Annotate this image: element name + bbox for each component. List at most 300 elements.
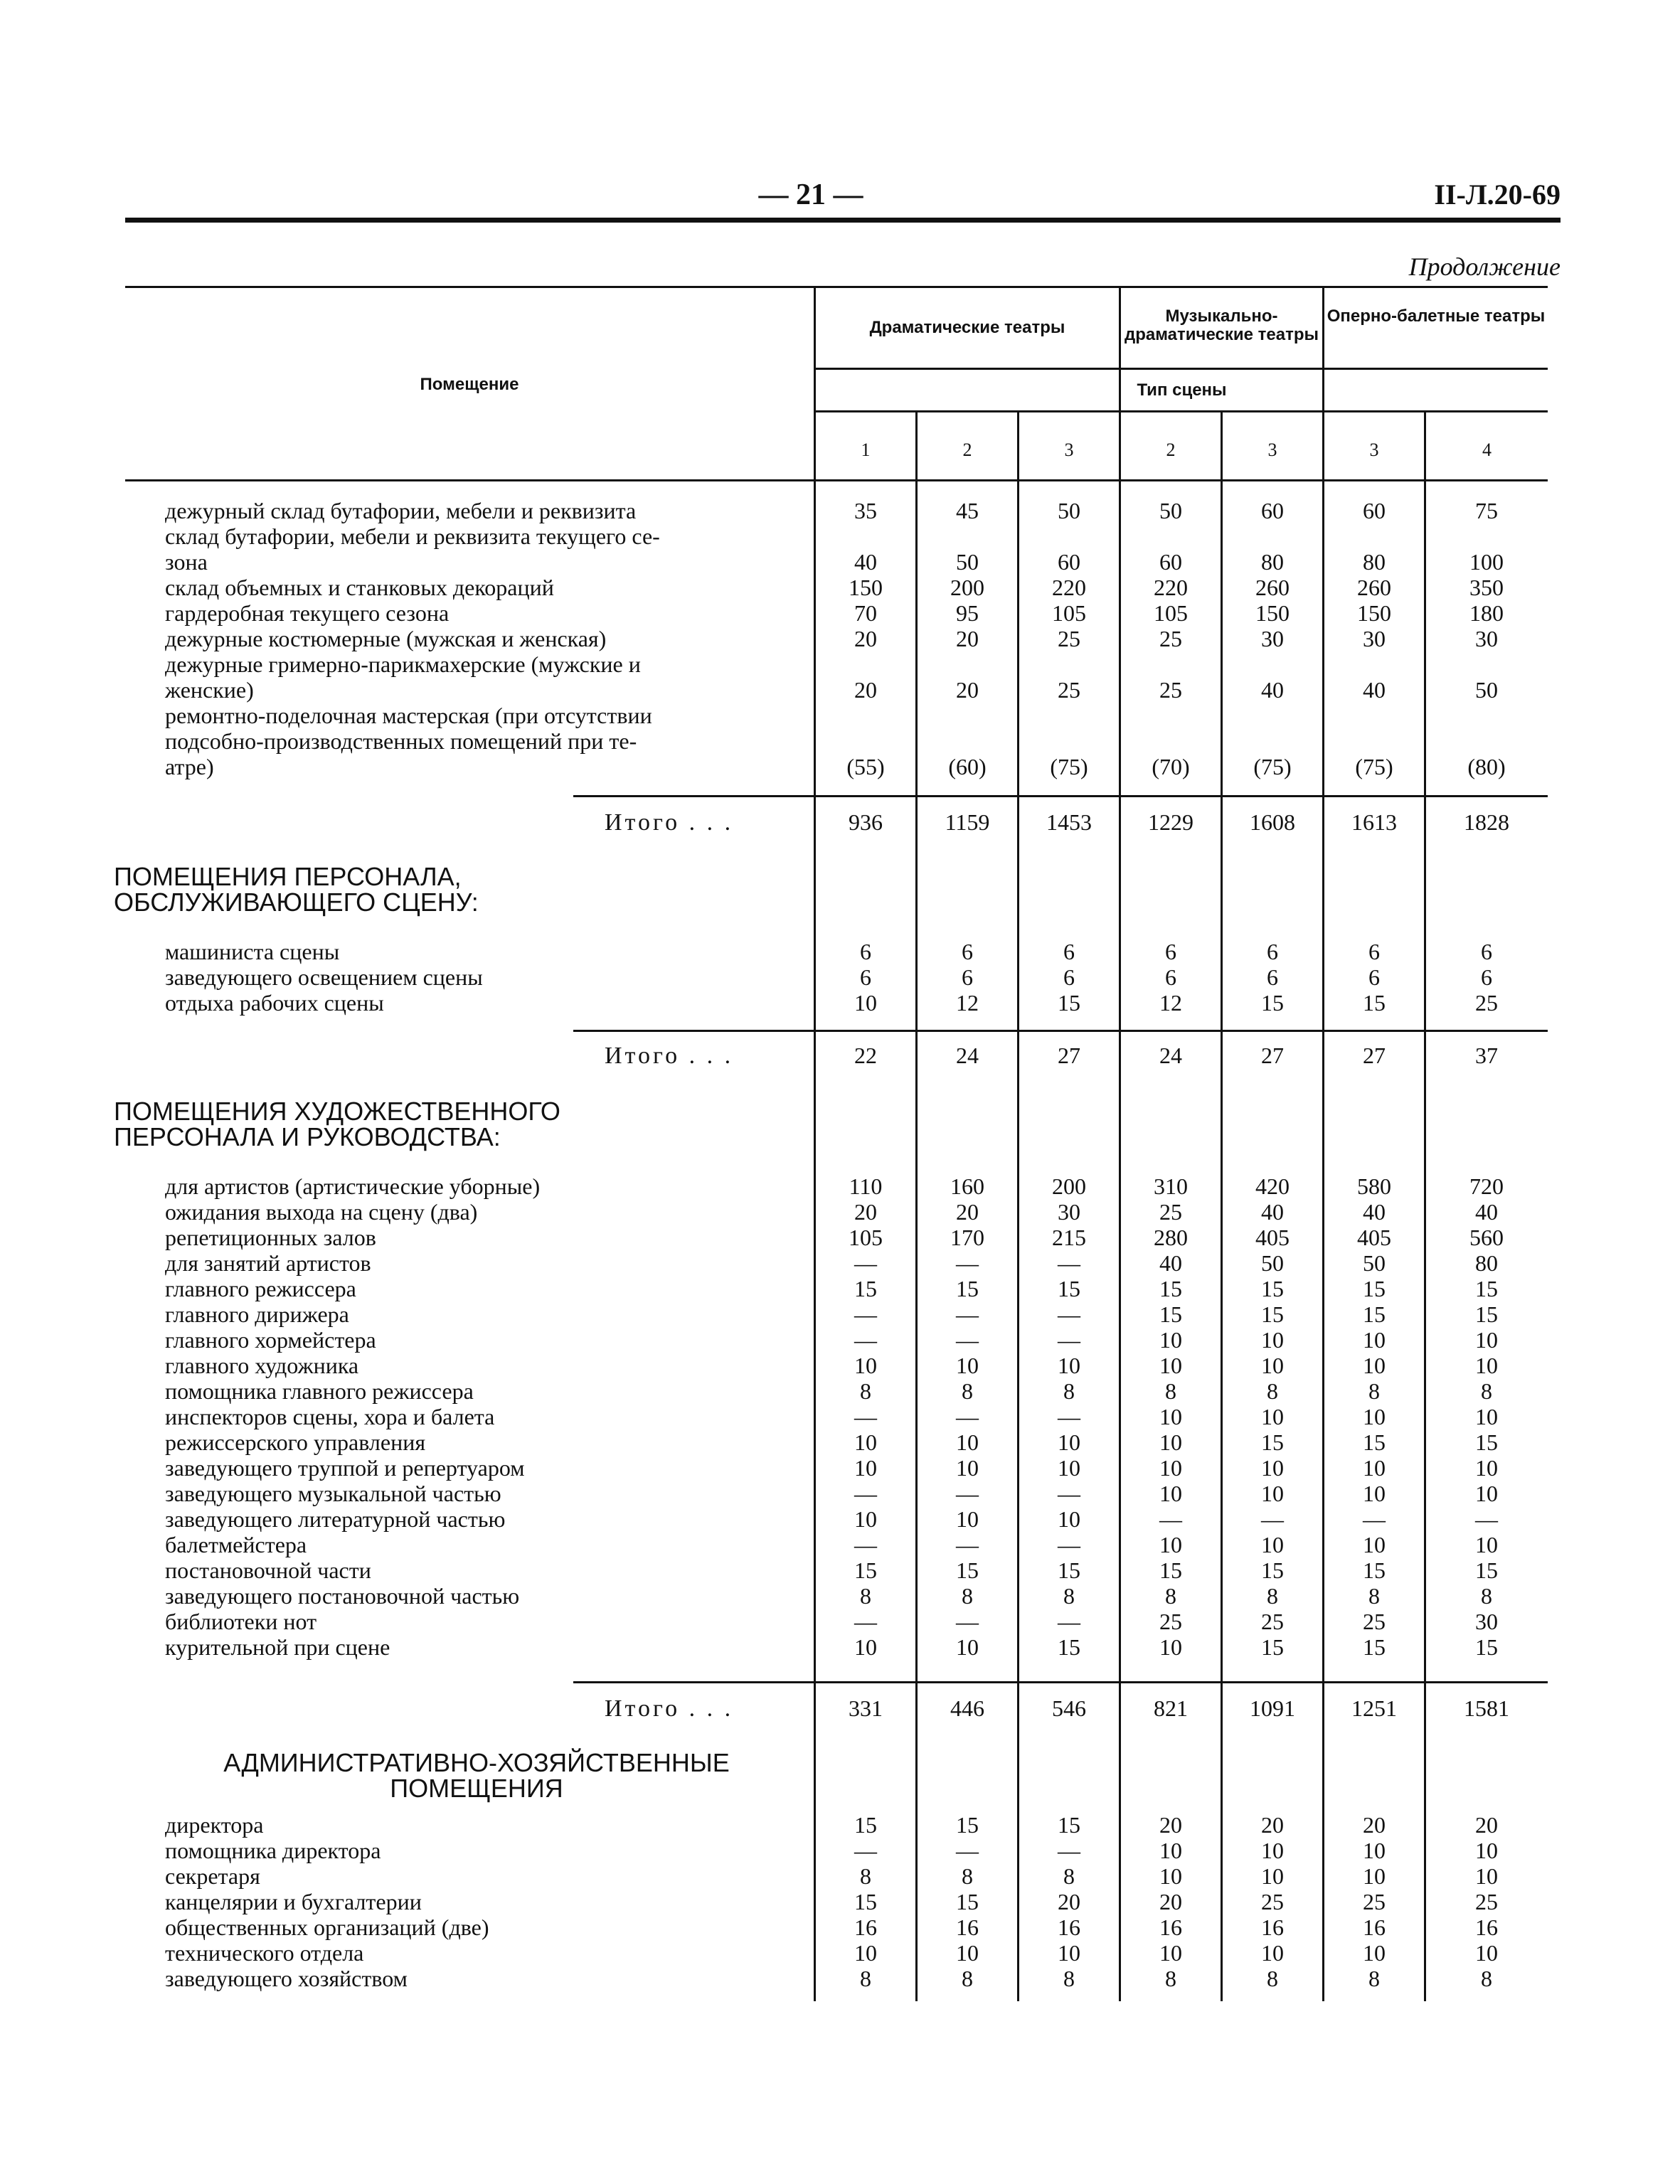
row-value: 720 — [1469, 1173, 1504, 1199]
row-value: 10 — [1159, 1532, 1182, 1557]
row-value: 8 — [1368, 1583, 1380, 1609]
row-value: 170 — [950, 1225, 984, 1250]
row-value: 8 — [962, 1966, 973, 1991]
total-label: Итого . . . — [605, 809, 734, 836]
header-room: Помещение — [420, 375, 519, 394]
row-value: 8 — [1267, 1966, 1278, 1991]
row-value: 16 — [956, 1914, 979, 1940]
group-divider-1 — [1119, 287, 1121, 2001]
row-value: — — [1058, 1838, 1080, 1863]
row-value: 150 — [1357, 600, 1391, 626]
row-value: 6 — [1165, 964, 1176, 990]
row-value: 20 — [1159, 1889, 1182, 1914]
row-value: 8 — [1063, 1378, 1075, 1404]
row-value: 10 — [854, 1429, 877, 1455]
row-value: 10 — [854, 1455, 877, 1481]
row-value: 15 — [1475, 1429, 1498, 1455]
row-value: 40 — [1475, 1199, 1498, 1225]
row-value: 40 — [1363, 677, 1386, 703]
row-value: 50 — [1475, 677, 1498, 703]
row-value: 10 — [1159, 1353, 1182, 1378]
row-value: 45 — [956, 498, 979, 523]
total-value: 331 — [849, 1695, 883, 1721]
row-value: 15 — [1475, 1557, 1498, 1583]
row-value: 16 — [854, 1914, 877, 1940]
row-value: 8 — [860, 1378, 871, 1404]
total-value: 446 — [950, 1695, 984, 1721]
row-value: 8 — [962, 1863, 973, 1889]
row-value: 100 — [1469, 549, 1504, 575]
header-group-drama: Драматические театры — [869, 318, 1065, 337]
row-value: 8 — [1267, 1378, 1278, 1404]
row-label: общественных организаций (две) — [165, 1914, 489, 1940]
row-label: для артистов (артистические уборные) — [165, 1173, 541, 1199]
row-value: 25 — [1058, 626, 1080, 651]
row-value: 280 — [1154, 1225, 1188, 1250]
row-value: 105 — [849, 1225, 883, 1250]
row-value: 580 — [1357, 1173, 1391, 1199]
row-label: гардеробная текущего сезона — [165, 600, 450, 626]
row-value: 30 — [1475, 626, 1498, 651]
column-number: 3 — [1267, 440, 1277, 460]
header-group-opera-ballet: Оперно-балетные театры — [1327, 307, 1546, 326]
row-value: (75) — [1355, 754, 1393, 779]
row-value: 16 — [1159, 1914, 1182, 1940]
row-value: 20 — [1363, 1812, 1386, 1838]
row-value: 25 — [1159, 1199, 1182, 1225]
row-label: библиотеки нот — [165, 1609, 317, 1634]
row-value: 260 — [1255, 575, 1290, 600]
row-label: дежурный склад бутафории, мебели и реквизита — [165, 498, 637, 523]
row-value: 70 — [854, 600, 877, 626]
row-value: — — [1159, 1506, 1182, 1532]
row-label: помощника директора — [165, 1838, 381, 1863]
section-heading: АДМИНИСТРАТИВНО-ХОЗЯЙСТВЕННЫЕ — [223, 1748, 730, 1777]
row-label: главного дирижера — [165, 1301, 349, 1327]
row-value: 350 — [1469, 575, 1504, 600]
row-value: 40 — [1159, 1250, 1182, 1276]
row-value: 10 — [1475, 1327, 1498, 1353]
total-value: 37 — [1475, 1043, 1498, 1068]
row-value: 310 — [1154, 1173, 1188, 1199]
total-value: 27 — [1058, 1043, 1080, 1068]
row-value: 80 — [1261, 549, 1284, 575]
row-value: — — [956, 1481, 979, 1506]
continuation-label: Продолжение — [1408, 252, 1561, 281]
row-label: заведующего хозяйством — [165, 1966, 408, 1991]
row-value: — — [1058, 1327, 1080, 1353]
row-value: 560 — [1469, 1225, 1504, 1250]
row-value: 8 — [860, 1966, 871, 1991]
row-value: 10 — [854, 1353, 877, 1378]
row-value: 40 — [1363, 1199, 1386, 1225]
row-value: — — [854, 1301, 877, 1327]
row-value: 10 — [1363, 1404, 1386, 1429]
row-value: 8 — [1368, 1966, 1380, 1991]
row-label: директора — [165, 1812, 264, 1838]
row-value: 15 — [1363, 1301, 1386, 1327]
row-value: 10 — [1475, 1481, 1498, 1506]
column-number: 3 — [1064, 440, 1074, 460]
row-value: 10 — [854, 1940, 877, 1966]
section-heading: ПОМЕЩЕНИЯ — [390, 1774, 563, 1803]
row-label: балетмейстера — [165, 1532, 307, 1557]
header-stage-type: Тип сцены — [1137, 380, 1227, 400]
column-number: 2 — [1166, 440, 1176, 460]
row-value: 15 — [1261, 1634, 1284, 1660]
row-value: 8 — [1165, 1966, 1176, 1991]
row-value: 16 — [1058, 1914, 1080, 1940]
row-label: отдыха рабочих сцены — [165, 990, 384, 1016]
row-value: 10 — [1159, 1455, 1182, 1481]
row-label: секретаря — [165, 1863, 260, 1889]
section-heading: ПЕРСОНАЛА И РУКОВОДСТВА: — [114, 1122, 501, 1151]
row-value: 15 — [1363, 1429, 1386, 1455]
row-label: ожидания выхода на сцену (два) — [165, 1199, 478, 1225]
total-rule — [573, 1681, 1548, 1683]
row-value: 15 — [1159, 1276, 1182, 1301]
row-value: 15 — [854, 1276, 877, 1301]
row-value: 15 — [1363, 1634, 1386, 1660]
row-value: 15 — [1261, 1557, 1284, 1583]
row-value: 8 — [962, 1378, 973, 1404]
row-value: 10 — [1058, 1940, 1080, 1966]
row-value: (70) — [1152, 754, 1190, 779]
row-value: — — [956, 1327, 979, 1353]
row-label: курительной при сцене — [165, 1634, 390, 1660]
row-value: 10 — [1261, 1532, 1284, 1557]
row-value: 30 — [1261, 626, 1284, 651]
row-value: 10 — [956, 1634, 979, 1660]
row-value: 15 — [1058, 1276, 1080, 1301]
row-value: 25 — [1159, 677, 1182, 703]
row-label: для занятий артистов — [165, 1250, 371, 1276]
row-value: 15 — [956, 1812, 979, 1838]
row-value: 15 — [1058, 1634, 1080, 1660]
row-value: 6 — [1063, 964, 1075, 990]
row-value: 15 — [854, 1812, 877, 1838]
row-value: 40 — [1261, 1199, 1284, 1225]
column-number: 2 — [962, 440, 972, 460]
row-value: 80 — [1363, 549, 1386, 575]
total-value: 1828 — [1464, 809, 1509, 835]
row-value: 80 — [1475, 1250, 1498, 1276]
row-value: 25 — [1261, 1609, 1284, 1634]
row-value: — — [956, 1609, 979, 1634]
row-value: 8 — [1165, 1583, 1176, 1609]
row-value: 15 — [1159, 1557, 1182, 1583]
row-value: 15 — [1058, 1812, 1080, 1838]
row-label: главного хормейстера — [165, 1327, 376, 1353]
row-value: 15 — [854, 1889, 877, 1914]
row-value: — — [1261, 1506, 1284, 1532]
row-value: 10 — [956, 1429, 979, 1455]
row-value: 8 — [1481, 1583, 1492, 1609]
row-value: 6 — [1267, 939, 1278, 964]
row-value: 10 — [956, 1940, 979, 1966]
row-value: 10 — [854, 1634, 877, 1660]
total-value: 27 — [1261, 1043, 1284, 1068]
row-label: главного художника — [165, 1353, 359, 1378]
row-value: 150 — [1255, 600, 1290, 626]
row-value: 10 — [1159, 1327, 1182, 1353]
row-value: 8 — [1267, 1583, 1278, 1609]
row-value: 10 — [1475, 1455, 1498, 1481]
row-value: 20 — [854, 677, 877, 703]
row-value: 180 — [1469, 600, 1504, 626]
row-label: женские) — [165, 677, 254, 703]
row-value: — — [854, 1532, 877, 1557]
row-value: 10 — [956, 1455, 979, 1481]
row-value: 60 — [1058, 549, 1080, 575]
total-value: 1608 — [1250, 809, 1295, 835]
group-rule — [814, 368, 1548, 370]
row-value: 20 — [1058, 1889, 1080, 1914]
row-value: 50 — [1363, 1250, 1386, 1276]
row-value: 10 — [1261, 1481, 1284, 1506]
row-value: 220 — [1154, 575, 1188, 600]
section-heading: ОБСЛУЖИВАЮЩЕГО СЦЕНУ: — [114, 888, 479, 917]
row-value: 20 — [956, 626, 979, 651]
row-value: 8 — [1481, 1966, 1492, 1991]
row-value: 8 — [1368, 1378, 1380, 1404]
row-value: 10 — [1159, 1863, 1182, 1889]
row-value: 215 — [1052, 1225, 1086, 1250]
row-value: 16 — [1363, 1914, 1386, 1940]
row-value: 10 — [1475, 1940, 1498, 1966]
total-label: Итого . . . — [605, 1043, 734, 1069]
row-value: — — [1363, 1506, 1386, 1532]
row-value: — — [1058, 1532, 1080, 1557]
row-value: 15 — [1261, 1301, 1284, 1327]
column-number: 4 — [1482, 440, 1492, 460]
row-value: 10 — [1159, 1429, 1182, 1455]
row-value: (55) — [846, 754, 885, 779]
total-rule — [573, 795, 1548, 797]
row-value: 10 — [1475, 1863, 1498, 1889]
total-value: 936 — [849, 809, 883, 835]
row-value: 10 — [1475, 1532, 1498, 1557]
row-label: склад объемных и станковых декораций — [165, 575, 554, 600]
row-label: технического отдела — [165, 1940, 364, 1966]
row-value: 20 — [854, 1199, 877, 1225]
row-value: 25 — [1058, 677, 1080, 703]
row-value: 8 — [860, 1863, 871, 1889]
total-value: 22 — [854, 1043, 877, 1068]
page-number: — 21 — — [758, 179, 863, 211]
row-value: 15 — [956, 1276, 979, 1301]
row-value: 8 — [1481, 1378, 1492, 1404]
total-value: 24 — [1159, 1043, 1182, 1068]
row-value: 15 — [1363, 1557, 1386, 1583]
row-value: (75) — [1050, 754, 1088, 779]
total-rule — [573, 1030, 1548, 1032]
row-value: 20 — [1159, 1812, 1182, 1838]
row-value: (60) — [948, 754, 987, 779]
column-number: 3 — [1369, 440, 1379, 460]
document-code: II-Л.20-69 — [1434, 179, 1561, 211]
row-value: 20 — [1261, 1812, 1284, 1838]
row-value: 105 — [1154, 600, 1188, 626]
row-label: склад бутафории, мебели и реквизита текущего се- — [165, 523, 660, 549]
row-label: режиссерского управления — [165, 1429, 426, 1455]
row-value: 95 — [956, 600, 979, 626]
total-value: 24 — [956, 1043, 979, 1068]
row-value: 10 — [1475, 1353, 1498, 1378]
row-value: 10 — [1363, 1353, 1386, 1378]
header-rule — [125, 218, 1561, 223]
row-value: 10 — [1159, 1404, 1182, 1429]
row-value: 30 — [1475, 1609, 1498, 1634]
total-value: 1159 — [945, 809, 990, 835]
row-value: 12 — [1159, 990, 1182, 1016]
row-value: 30 — [1058, 1199, 1080, 1225]
table-top-rule — [125, 286, 1548, 288]
row-value: 200 — [1052, 1173, 1086, 1199]
total-value: 1091 — [1250, 1695, 1295, 1721]
row-value: 6 — [1063, 939, 1075, 964]
row-value: 160 — [950, 1173, 984, 1199]
row-value: 25 — [1159, 626, 1182, 651]
row-value: 6 — [1368, 939, 1380, 964]
total-value: 1251 — [1351, 1695, 1397, 1721]
row-label: главного режиссера — [165, 1276, 356, 1301]
total-value: 1613 — [1351, 809, 1397, 835]
row-value: — — [854, 1250, 877, 1276]
row-value: — — [854, 1404, 877, 1429]
row-label: постановочной части — [165, 1557, 371, 1583]
row-value: 12 — [956, 990, 979, 1016]
row-value: 10 — [1475, 1838, 1498, 1863]
row-value: 15 — [956, 1557, 979, 1583]
row-label: машиниста сцены — [165, 939, 340, 964]
row-value: 15 — [1261, 990, 1284, 1016]
row-value: 25 — [1475, 1889, 1498, 1914]
row-value: 8 — [1165, 1378, 1176, 1404]
row-value: 20 — [854, 626, 877, 651]
row-value: — — [854, 1327, 877, 1353]
row-value: — — [956, 1301, 979, 1327]
header-bottom-rule — [125, 479, 1548, 481]
row-value: — — [1058, 1301, 1080, 1327]
row-value: 25 — [1363, 1889, 1386, 1914]
row-value: — — [956, 1838, 979, 1863]
row-value: 10 — [854, 990, 877, 1016]
row-label: заведующего труппой и репертуаром — [165, 1455, 525, 1481]
row-value: 50 — [1261, 1250, 1284, 1276]
row-value: 10 — [956, 1506, 979, 1532]
row-value: 15 — [1475, 1634, 1498, 1660]
row-value: 10 — [1261, 1940, 1284, 1966]
row-value: 405 — [1357, 1225, 1391, 1250]
row-value: 10 — [1159, 1940, 1182, 1966]
row-value: 10 — [1159, 1634, 1182, 1660]
total-value: 1453 — [1046, 809, 1092, 835]
row-value: 50 — [1058, 498, 1080, 523]
row-value: 10 — [1363, 1532, 1386, 1557]
total-value: 27 — [1363, 1043, 1386, 1068]
total-value: 1229 — [1148, 809, 1193, 835]
total-value: 1581 — [1464, 1695, 1509, 1721]
row-value: 15 — [1261, 1429, 1284, 1455]
row-value: 420 — [1255, 1173, 1290, 1199]
row-label: дежурные гримерно-парикмахерские (мужские и — [165, 651, 641, 677]
row-value: 6 — [1481, 939, 1492, 964]
row-value: 15 — [1159, 1301, 1182, 1327]
row-value: 8 — [962, 1583, 973, 1609]
row-value: 50 — [1159, 498, 1182, 523]
row-label: дежурные костюмерные (мужская и женская) — [165, 626, 607, 651]
row-value: 6 — [962, 964, 973, 990]
row-value: 75 — [1475, 498, 1498, 523]
row-value: 10 — [1261, 1838, 1284, 1863]
row-value: 15 — [956, 1889, 979, 1914]
row-value: 10 — [1261, 1327, 1284, 1353]
row-value: 25 — [1363, 1609, 1386, 1634]
row-label: заведующего освещением сцены — [165, 964, 483, 990]
row-label: заведующего литературной частью — [165, 1506, 506, 1532]
row-label: зона — [165, 549, 208, 575]
row-value: 15 — [1363, 1276, 1386, 1301]
row-value: (75) — [1253, 754, 1292, 779]
row-value: 35 — [854, 498, 877, 523]
row-label: подсобно-производственных помещений при те- — [165, 728, 637, 754]
row-value: — — [854, 1609, 877, 1634]
row-value: 10 — [1058, 1506, 1080, 1532]
group-divider-2 — [1322, 287, 1324, 2001]
row-value: 20 — [956, 1199, 979, 1225]
row-value: 8 — [860, 1583, 871, 1609]
row-value: 10 — [1058, 1353, 1080, 1378]
row-value: 15 — [1261, 1276, 1284, 1301]
row-value: — — [1475, 1506, 1498, 1532]
row-value: 105 — [1052, 600, 1086, 626]
row-value: 10 — [1058, 1429, 1080, 1455]
row-value: (80) — [1467, 754, 1506, 779]
row-value: — — [854, 1838, 877, 1863]
row-label: канцелярии и бухгалтерии — [165, 1889, 422, 1914]
row-label: ремонтно-поделочная мастерская (при отсутствии — [165, 703, 652, 728]
row-value: 10 — [1159, 1481, 1182, 1506]
row-value: 6 — [1267, 964, 1278, 990]
row-value: 40 — [1261, 677, 1284, 703]
row-value: — — [854, 1481, 877, 1506]
row-value: 15 — [1058, 1557, 1080, 1583]
row-label: репетиционных залов — [165, 1225, 376, 1250]
row-value: 15 — [1363, 990, 1386, 1016]
row-value: 20 — [956, 677, 979, 703]
row-value: 10 — [1363, 1940, 1386, 1966]
row-value: 15 — [854, 1557, 877, 1583]
row-label: помощника главного режиссера — [165, 1378, 474, 1404]
row-value: 16 — [1261, 1914, 1284, 1940]
row-value: 6 — [860, 964, 871, 990]
row-value: 260 — [1357, 575, 1391, 600]
row-value: 10 — [1261, 1863, 1284, 1889]
row-value: 10 — [1058, 1455, 1080, 1481]
row-value: 220 — [1052, 575, 1086, 600]
row-value: 25 — [1475, 990, 1498, 1016]
row-value: — — [956, 1404, 979, 1429]
row-value: 10 — [854, 1506, 877, 1532]
row-value: 60 — [1261, 498, 1284, 523]
row-label: атре) — [165, 754, 214, 779]
row-value: — — [1058, 1481, 1080, 1506]
row-value: 25 — [1261, 1889, 1284, 1914]
row-value: 8 — [1063, 1583, 1075, 1609]
row-value: 200 — [950, 575, 984, 600]
row-value: 6 — [962, 939, 973, 964]
